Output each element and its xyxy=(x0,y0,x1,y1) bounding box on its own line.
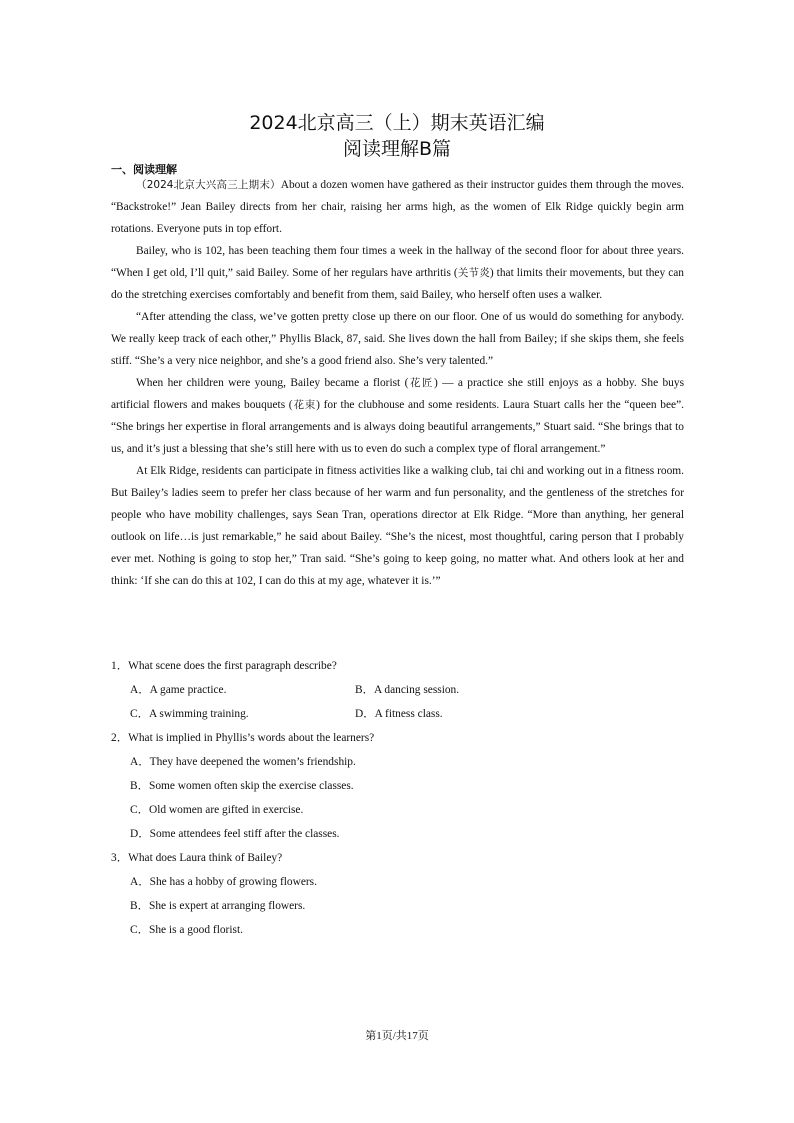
question-1-option-c: C．A swimming training. xyxy=(130,708,249,720)
passage-paragraph-4: When her children were young, Bailey became a florist (花匠) — a practice she still enjoys as a hobby. She buys artificial flowers and makes bouquets (花束) for the clubhouse and some residents. Laura Stuart calls her the “queen bee”. “She brings her expertise in floral arrangements and is always doing beautiful arrangements,” Stuart said. “She brings that to us, and it’s just a blessing that she’s still here with us to even do such a complex type of floral arrangement.” xyxy=(111,377,685,455)
page-number: 第1页/共17页 xyxy=(365,1030,429,1042)
question-3-option-a: A．She has a hobby of growing flowers. xyxy=(130,876,317,888)
document-subtitle: 阅读理解B篇 xyxy=(342,138,452,160)
passage-paragraph-2: Bailey, who is 102, has been teaching them four times a week in the hallway of the second floor for about three years. “When I get old, I’ll quit,” said Bailey. Some of her regulars have arthritis (关节炎) that limits their movements, but they can do the stretching exercises comfortably and benefit from them, said Bailey, who herself often uses a walker. xyxy=(111,245,684,301)
passage-paragraph-3: “After attending the class, we’ve gotten pretty close up there on our floor. One of us would do something for anybody. We really keep track of each other,” Phyllis Black, 87, said. She lives down the hall from Bailey; if she skips them, she feels stiff. “She’s a very nice neighbor, and she’s a good friend also. She’s very talented.” xyxy=(111,311,684,367)
question-2-option-b: B．Some women often skip the exercise classes. xyxy=(130,780,354,792)
passage-paragraph-1: （2024北京大兴高三上期末）About a dozen women have gathered as their instructor guides them through the moves. “Backstroke!” Jean Bailey directs from her chair, raising her arms high, as the women of Elk Ridge quickly begin arm rotations. Everyone puts in top effort. xyxy=(111,179,684,235)
question-2-option-a: A．They have deepened the women’s friendship. xyxy=(130,756,356,768)
question-1-option-a: A．A game practice. xyxy=(130,684,227,696)
question-3-option-b: B．She is expert at arranging flowers. xyxy=(130,900,306,912)
question-2-option-c: C．Old women are gifted in exercise. xyxy=(130,804,304,816)
question-2-stem: 2．What is implied in Phyllis’s words about the learners? xyxy=(111,732,375,744)
question-1-option-d: D．A fitness class. xyxy=(355,708,443,720)
question-1-options-row-2 xyxy=(111,702,684,726)
passage-paragraph-5: At Elk Ridge, residents can participate in fitness activities like a walking club, tai chi and working out in a fitness room. But Bailey’s ladies seem to prefer her class because of her warm and fun personality, and the gentleness of the stretches for people who have mobility challenges, says Sean Tran, operations director at Elk Ridge. “More than anything, her general outlook on life…is just remarkable,” he said about Bailey. “She’s the nicest, most thoughtful, caring person that I probably ever met. Nothing is going to stop her,” Tran said. “She’s going to keep going, no matter what. And others look at her and think: ‘If she can do this at 102, I can do this at my age, whatever it is.’” xyxy=(111,465,684,587)
question-3-stem: 3．What does Laura think of Bailey? xyxy=(111,852,283,864)
document-title: 2024北京高三（上）期末英语汇编 xyxy=(249,112,545,134)
question-1-option-b: B．A dancing session. xyxy=(355,684,460,696)
question-1-options-row-1 xyxy=(111,678,684,702)
reading-passage xyxy=(111,174,684,592)
question-3-option-c: C．She is a good florist. xyxy=(130,924,243,936)
question-1-stem: 1．What scene does the first paragraph describe? xyxy=(111,660,337,672)
section-heading: 一、阅读理解 xyxy=(111,163,177,176)
passage-source: （2024北京大兴高三上期末） xyxy=(136,179,281,191)
question-list xyxy=(111,654,684,942)
question-2-option-d: D．Some attendees feel stiff after the classes. xyxy=(130,828,340,840)
